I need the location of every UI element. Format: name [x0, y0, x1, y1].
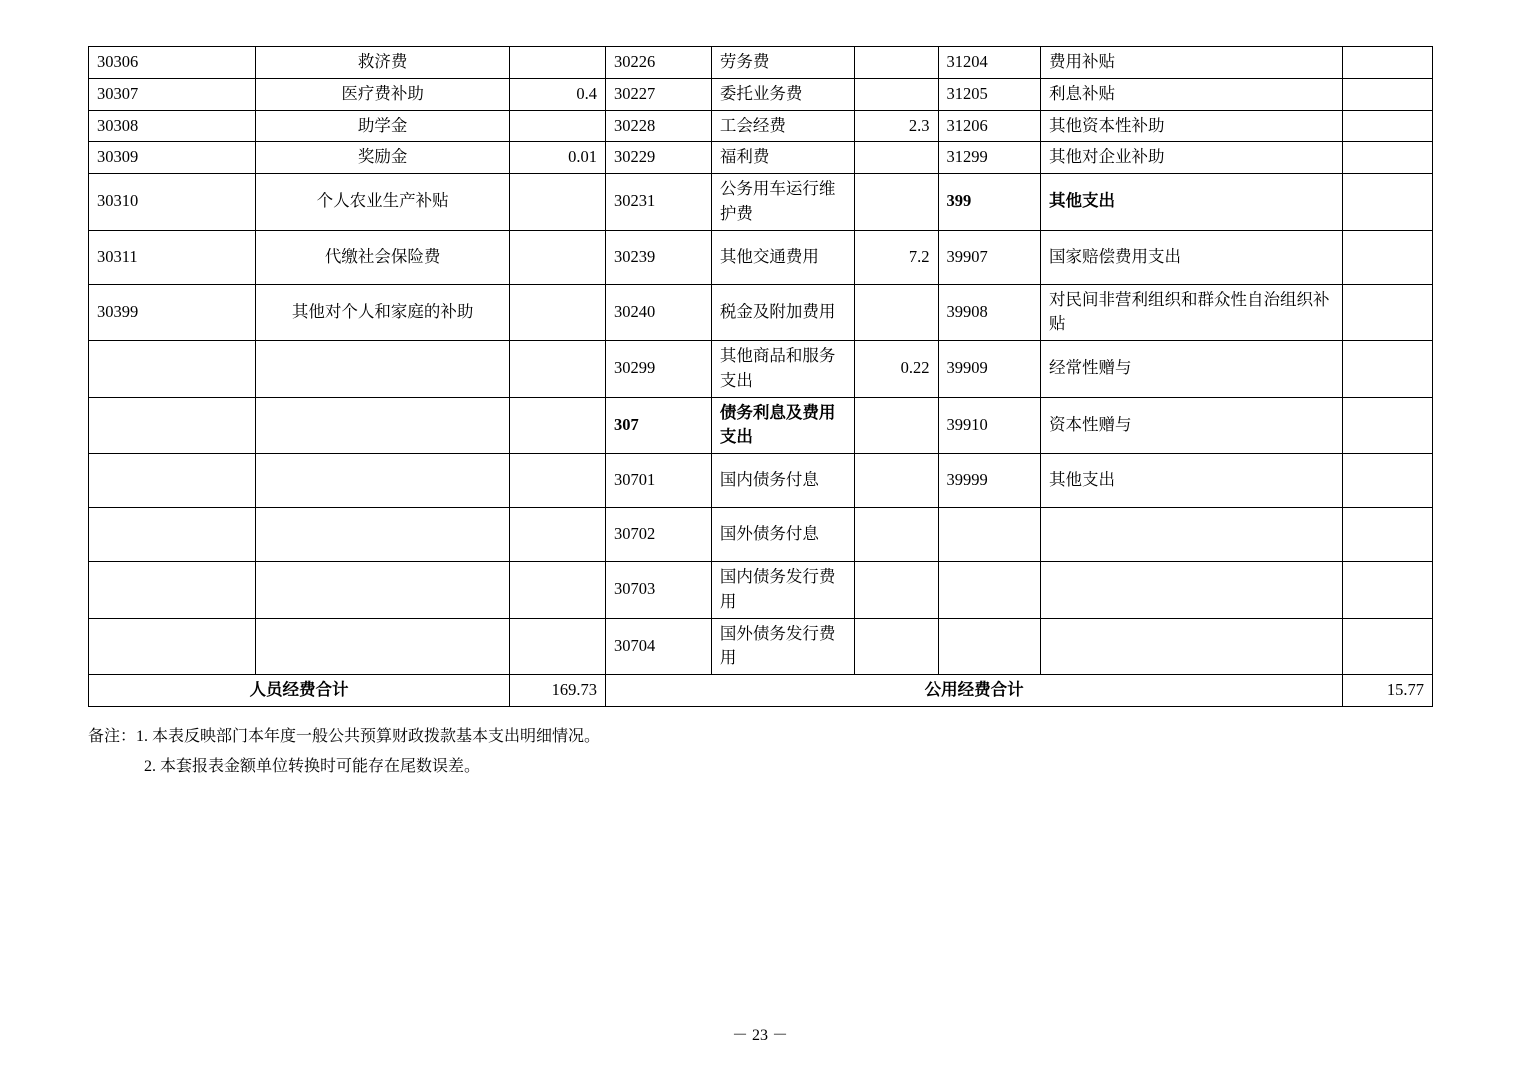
row-name-goods: 税金及附加费用: [711, 284, 855, 341]
row-name-goods: 公务用车运行维护费: [711, 174, 855, 231]
row-code-other: 31299: [938, 142, 1041, 174]
row-name-goods: 国内债务付息: [711, 454, 855, 508]
row-code-personnel: [89, 562, 256, 619]
row-code-other: [938, 508, 1041, 562]
row-amount-other: [1343, 110, 1433, 142]
table-row: [89, 174, 1433, 231]
row-name-other: 经常性赠与: [1041, 341, 1343, 398]
row-amount-goods: [855, 284, 938, 341]
row-code-personnel: [89, 508, 256, 562]
row-amount-personnel: 0.01: [509, 142, 605, 174]
table-totals-row: [89, 675, 1433, 707]
row-code-goods: 30701: [606, 454, 712, 508]
row-code-other: [938, 562, 1041, 619]
row-code-other: 39907: [938, 230, 1041, 284]
public-total-label: 公用经费合计: [606, 675, 1343, 707]
row-amount-goods: [855, 562, 938, 619]
row-amount-goods: [855, 174, 938, 231]
row-amount-personnel: [509, 562, 605, 619]
row-amount-personnel: [509, 47, 605, 79]
row-amount-goods: [855, 78, 938, 110]
row-amount-personnel: [509, 397, 605, 454]
note-line-2: 2. 本套报表金额单位转换时可能存在尾数误差。: [144, 758, 481, 776]
row-name-goods: 工会经费: [711, 110, 855, 142]
table-notes: [88, 722, 600, 783]
row-code-personnel: 30310: [89, 174, 256, 231]
table-row: [89, 284, 1433, 341]
public-total-value: 15.77: [1343, 675, 1433, 707]
row-name-personnel: [256, 341, 510, 398]
row-name-goods: 债务利息及费用支出: [711, 397, 855, 454]
row-code-goods: 30240: [606, 284, 712, 341]
row-name-other: 其他支出: [1041, 174, 1343, 231]
table-row: [89, 47, 1433, 79]
row-code-goods: 30227: [606, 78, 712, 110]
row-code-goods: 30704: [606, 618, 712, 675]
row-amount-other: [1343, 508, 1433, 562]
row-amount-personnel: [509, 110, 605, 142]
row-amount-goods: 2.3: [855, 110, 938, 142]
row-name-other: 国家赔偿费用支出: [1041, 230, 1343, 284]
row-code-goods: 30239: [606, 230, 712, 284]
row-code-personnel: 30308: [89, 110, 256, 142]
row-code-personnel: [89, 454, 256, 508]
row-name-goods: 国外债务付息: [711, 508, 855, 562]
row-name-goods: 福利费: [711, 142, 855, 174]
row-name-personnel: 救济费: [256, 47, 510, 79]
row-code-goods: 30703: [606, 562, 712, 619]
personnel-total-value: 169.73: [509, 675, 605, 707]
row-name-goods: 劳务费: [711, 47, 855, 79]
page-number: － 23 －: [731, 1027, 788, 1044]
row-amount-goods: 0.22: [855, 341, 938, 398]
row-code-personnel: 30311: [89, 230, 256, 284]
row-amount-goods: [855, 454, 938, 508]
table-row: [89, 454, 1433, 508]
table-row: [89, 341, 1433, 398]
row-name-other: 对民间非营利组织和群众性自治组织补贴: [1041, 284, 1343, 341]
row-code-other: 399: [938, 174, 1041, 231]
row-amount-other: [1343, 341, 1433, 398]
row-amount-personnel: [509, 174, 605, 231]
row-amount-other: [1343, 562, 1433, 619]
row-name-goods: 委托业务费: [711, 78, 855, 110]
row-code-goods: 30226: [606, 47, 712, 79]
row-code-other: 31205: [938, 78, 1041, 110]
row-amount-goods: [855, 508, 938, 562]
table-row: [89, 78, 1433, 110]
row-name-goods: 其他商品和服务支出: [711, 341, 855, 398]
row-name-other: [1041, 508, 1343, 562]
row-name-other: 其他资本性补助: [1041, 110, 1343, 142]
row-code-other: 39908: [938, 284, 1041, 341]
table-row: [89, 142, 1433, 174]
row-code-other: 31204: [938, 47, 1041, 79]
row-name-goods: 国内债务发行费用: [711, 562, 855, 619]
row-code-personnel: 30306: [89, 47, 256, 79]
table-row: [89, 562, 1433, 619]
row-code-goods: 30702: [606, 508, 712, 562]
row-code-personnel: [89, 618, 256, 675]
table-row: [89, 110, 1433, 142]
row-name-other: 利息补贴: [1041, 78, 1343, 110]
row-code-goods: 307: [606, 397, 712, 454]
row-name-personnel: 医疗费补助: [256, 78, 510, 110]
row-amount-other: [1343, 397, 1433, 454]
row-code-personnel: 30309: [89, 142, 256, 174]
table-body: [89, 47, 1433, 707]
row-code-personnel: 30307: [89, 78, 256, 110]
row-code-personnel: 30399: [89, 284, 256, 341]
row-amount-other: [1343, 454, 1433, 508]
row-amount-other: [1343, 284, 1433, 341]
row-code-goods: 30229: [606, 142, 712, 174]
row-name-personnel: [256, 508, 510, 562]
row-name-goods: 国外债务发行费用: [711, 618, 855, 675]
row-code-personnel: [89, 341, 256, 398]
table-row: [89, 618, 1433, 675]
row-name-personnel: [256, 618, 510, 675]
row-name-personnel: 助学金: [256, 110, 510, 142]
row-name-personnel: [256, 397, 510, 454]
row-name-personnel: 代缴社会保险费: [256, 230, 510, 284]
row-amount-personnel: [509, 618, 605, 675]
row-name-personnel: 奖励金: [256, 142, 510, 174]
personnel-total-label: 人员经费合计: [89, 675, 510, 707]
row-code-other: [938, 618, 1041, 675]
row-code-other: 39910: [938, 397, 1041, 454]
row-name-personnel: 其他对个人和家庭的补助: [256, 284, 510, 341]
row-name-personnel: 个人农业生产补贴: [256, 174, 510, 231]
row-amount-other: [1343, 174, 1433, 231]
row-code-goods: 30299: [606, 341, 712, 398]
row-name-personnel: [256, 454, 510, 508]
row-amount-personnel: [509, 508, 605, 562]
row-amount-personnel: [509, 341, 605, 398]
row-amount-goods: [855, 618, 938, 675]
row-amount-other: [1343, 230, 1433, 284]
row-code-other: 39909: [938, 341, 1041, 398]
row-code-other: 31206: [938, 110, 1041, 142]
row-code-goods: 30231: [606, 174, 712, 231]
row-code-other: 39999: [938, 454, 1041, 508]
row-amount-goods: [855, 142, 938, 174]
row-name-other: [1041, 618, 1343, 675]
row-name-other: [1041, 562, 1343, 619]
row-code-personnel: [89, 397, 256, 454]
row-amount-personnel: [509, 454, 605, 508]
table-row: [89, 508, 1433, 562]
budget-expenditure-table: [88, 46, 1433, 707]
row-amount-other: [1343, 142, 1433, 174]
table-row: [89, 230, 1433, 284]
row-amount-personnel: [509, 284, 605, 341]
row-amount-goods: 7.2: [855, 230, 938, 284]
row-amount-other: [1343, 618, 1433, 675]
row-amount-other: [1343, 47, 1433, 79]
row-name-personnel: [256, 562, 510, 619]
row-name-goods: 其他交通费用: [711, 230, 855, 284]
row-name-other: 其他对企业补助: [1041, 142, 1343, 174]
row-code-goods: 30228: [606, 110, 712, 142]
note-line-1: 备注：1. 本表反映部门本年度一般公共预算财政拨款基本支出明细情况。: [88, 728, 601, 745]
row-name-other: 费用补贴: [1041, 47, 1343, 79]
row-amount-other: [1343, 78, 1433, 110]
row-amount-personnel: 0.4: [509, 78, 605, 110]
table-row: [89, 397, 1433, 454]
row-amount-goods: [855, 397, 938, 454]
row-amount-personnel: [509, 230, 605, 284]
row-name-other: 其他支出: [1041, 454, 1343, 508]
row-amount-goods: [855, 47, 938, 79]
row-name-other: 资本性赠与: [1041, 397, 1343, 454]
